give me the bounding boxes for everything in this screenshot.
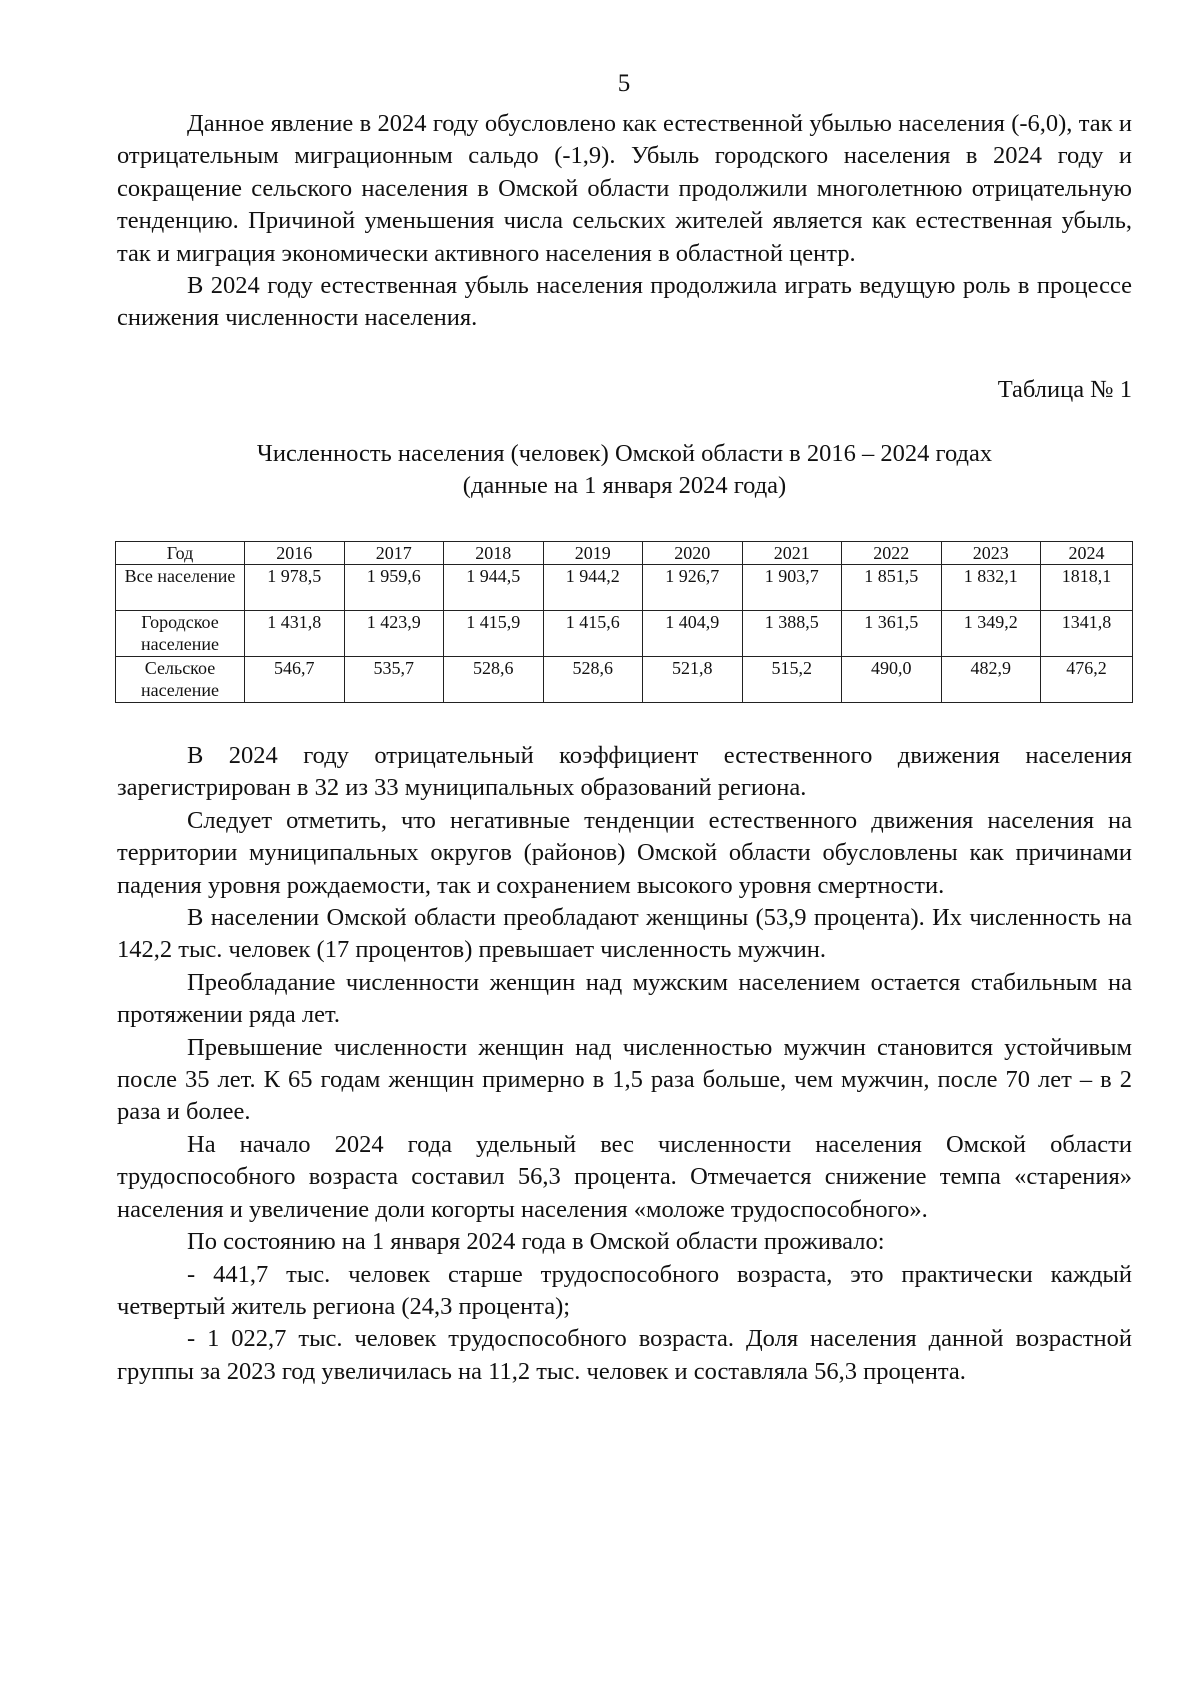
paragraph: В населении Омской области преобладают женщины (53,9 процента). Их численность на 142,2 тыс. человек (17 процентов) превышает численность мужчин. (117, 904, 1132, 964)
table-cell: 1 944,5 (444, 565, 544, 611)
header-cell: 2024 (1041, 542, 1133, 565)
page-number: 5 (617, 70, 631, 97)
table-cell: 1 423,9 (344, 611, 444, 657)
table-title-line: (данные на 1 января 2024 года) (462, 472, 787, 499)
table-cell: 1 851,5 (842, 565, 942, 611)
list-item: - 1 022,7 тыс. человек трудоспособного возраста. Доля населения данной возрастной группы за 2023 год увеличилась на 11,2 тыс. человек и составляла 56,3 процента. (117, 1325, 1132, 1385)
header-cell: 2017 (344, 542, 444, 565)
body-text (117, 740, 1132, 1388)
row-label: Городское население (116, 611, 245, 657)
table-title (117, 438, 1132, 502)
paragraph: На начало 2024 года удельный вес численности населения Омской области трудоспособного возраста составил 56,3 процента. Отмечается снижение темпа «старения» населения и увеличение доли когорты населения «моложе трудоспособного». (117, 1130, 1132, 1223)
table-cell: 521,8 (643, 657, 743, 703)
table-cell: 528,6 (543, 657, 643, 703)
table-cell: 1341,8 (1041, 611, 1133, 657)
list-item: - 441,7 тыс. человек старше трудоспособного возраста, это практически каждый четвертый житель региона (24,3 процента); (117, 1260, 1132, 1320)
table-cell: 1 404,9 (643, 611, 743, 657)
header-cell: 2021 (742, 542, 842, 565)
paragraph: Следует отметить, что негативные тенденции естественного движения населения на территории муниципальных округов (районов) Омской области обусловлены как причинами падения уровня рождаемости, так и сохранением высокого уровня смертности. (117, 806, 1132, 899)
table-cell: 1 832,1 (941, 565, 1041, 611)
population-table (115, 541, 1133, 703)
table-cell: 535,7 (344, 657, 444, 703)
paragraph: В 2024 году естественная убыль населения продолжила играть ведущую роль в процессе снижения численности населения. (117, 272, 1132, 332)
table-cell: 1 903,7 (742, 565, 842, 611)
table-cell: 1 944,2 (543, 565, 643, 611)
table-cell: 1 415,9 (444, 611, 544, 657)
table-cell: 1 926,7 (643, 565, 743, 611)
table-row (116, 657, 1133, 703)
table-cell: 528,6 (444, 657, 544, 703)
table-cell: 1 349,2 (941, 611, 1041, 657)
table-label: Таблица № 1 (997, 376, 1132, 403)
table-cell: 1 978,5 (245, 565, 345, 611)
table-cell: 1 959,6 (344, 565, 444, 611)
paragraph: Данное явление в 2024 году обусловлено как естественной убылью населения (-6,0), так и отрицательным миграционным сальдо (-1,9). Убыль городского населения в 2024 году и сокращение сельского населения в Омской области продолжили многолетнюю отрицательную тенденцию. Причиной уменьшения числа сельских жителей является как естественная убыль, так и миграция экономически активного населения в областной центр. (117, 110, 1132, 267)
paragraph: По состоянию на 1 января 2024 года в Омской области проживало: (187, 1228, 885, 1256)
table-row (116, 565, 1133, 611)
table-header-row (116, 542, 1133, 565)
row-label: Все население (116, 565, 245, 611)
table-title-line: Численность населения (человек) Омской области в 2016 – 2024 годах (256, 440, 993, 467)
table-cell: 515,2 (742, 657, 842, 703)
header-cell: Год (116, 542, 245, 565)
header-cell: 2018 (444, 542, 544, 565)
paragraph: Преобладание численности женщин над мужским населением остается стабильным на протяжении ряда лет. (117, 968, 1132, 1029)
table-cell: 490,0 (842, 657, 942, 703)
header-cell: 2019 (543, 542, 643, 565)
intro-text (117, 108, 1132, 335)
table-cell: 1 431,8 (245, 611, 345, 657)
row-label: Сельское население (116, 657, 245, 703)
table-cell: 1 388,5 (742, 611, 842, 657)
table-row (116, 611, 1133, 657)
table-cell: 1 415,6 (543, 611, 643, 657)
table-cell: 476,2 (1041, 657, 1133, 703)
table-cell: 546,7 (245, 657, 345, 703)
table-cell: 1818,1 (1041, 565, 1133, 611)
header-cell: 2020 (643, 542, 743, 565)
table-cell: 482,9 (941, 657, 1041, 703)
paragraph: Превышение численности женщин над численностью мужчин становится устойчивым после 35 лет. К 65 годам женщин примерно в 1,5 раза больше, чем мужчин, после 70 лет – в 2 раза и более. (117, 1033, 1132, 1126)
paragraph: В 2024 году отрицательный коэффициент естественного движения населения зарегистрирован в 32 из 33 муниципальных образований региона. (117, 742, 1132, 802)
header-cell: 2016 (245, 542, 345, 565)
header-cell: 2023 (941, 542, 1041, 565)
header-cell: 2022 (842, 542, 942, 565)
table-cell: 1 361,5 (842, 611, 942, 657)
